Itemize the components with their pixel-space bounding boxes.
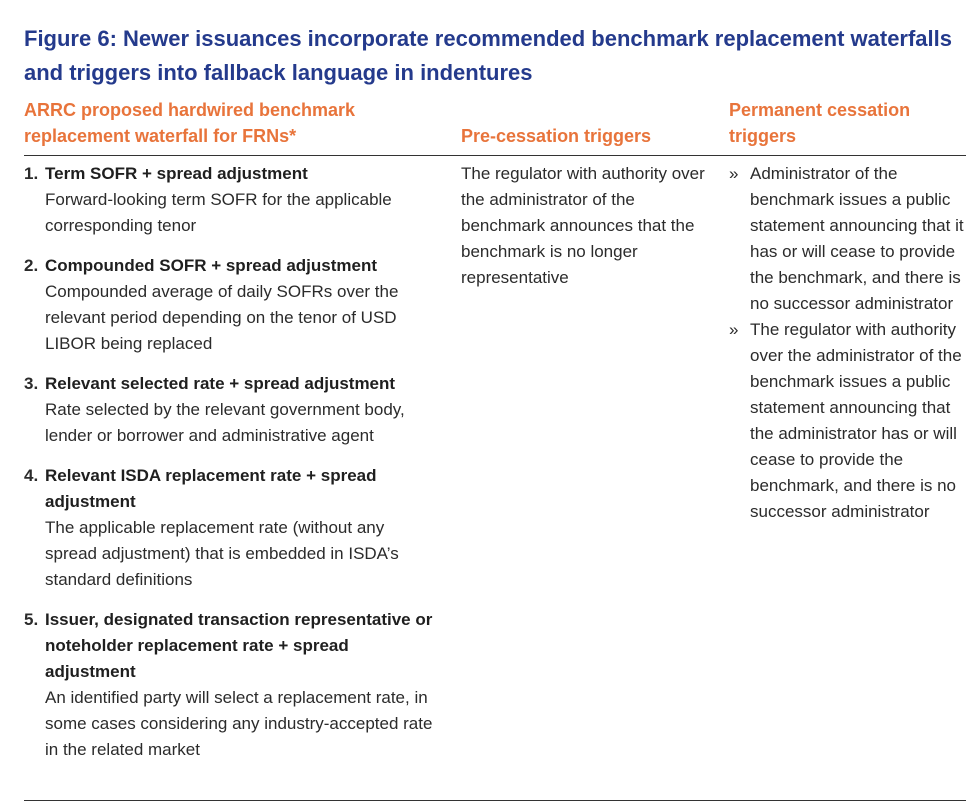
waterfall-step	[24, 161, 439, 239]
step-content	[45, 607, 439, 763]
step-description: The applicable replacement rate (without any spread adjustment) that is embedded in ISDA’s standard definitions	[45, 518, 399, 589]
step-description: An identified party will select a replacement rate, in some cases considering any industry-accepted rate in the related market	[45, 688, 433, 759]
bullet-text: The regulator with authority over the administrator of the benchmark issues a public statement announcing that the administrator has or will cease to provide the benchmark, and there is no successor administrator	[750, 320, 962, 521]
step-description: Compounded average of daily SOFRs over the relevant period depending on the tenor of USD LIBOR being replaced	[45, 282, 399, 353]
header-pre-cessation: Pre-cessation triggers	[461, 126, 652, 146]
step-number: 5.	[24, 610, 39, 629]
step-title: Relevant ISDA replacement rate + spread adjustment	[45, 466, 377, 511]
step-content	[45, 253, 439, 357]
waterfall-step	[24, 371, 439, 449]
step-number: 4.	[24, 466, 39, 485]
step-content	[45, 161, 439, 239]
footer-divider	[24, 800, 966, 801]
bullet-mark: »	[729, 320, 739, 339]
header-waterfall: ARRC proposed hardwired benchmark replacement waterfall for FRNs*	[24, 100, 356, 146]
step-description: Forward-looking term SOFR for the applicable corresponding tenor	[45, 190, 392, 235]
bullet-text: Administrator of the benchmark issues a public statement announcing that it has or will cease to provide the benchmark, and there is no successor administrator	[750, 164, 964, 313]
waterfall-column	[24, 161, 439, 777]
step-title: Term SOFR + spread adjustment	[45, 164, 308, 183]
header-permanent-cessation: Permanent cessation triggers	[729, 100, 911, 146]
waterfall-step	[24, 253, 439, 357]
permanent-cessation-list	[729, 161, 964, 525]
step-content	[45, 371, 439, 449]
list-item	[729, 161, 964, 317]
step-number: 3.	[24, 374, 39, 393]
step-title: Relevant selected rate + spread adjustment	[45, 374, 396, 393]
step-title: Compounded SOFR + spread adjustment	[45, 256, 378, 275]
figure-title: Figure 6: Newer issuances incorporate recommended benchmark replacement waterfalls and triggers into fallback language in indentures	[24, 26, 953, 85]
step-number: 1.	[24, 164, 39, 183]
waterfall-step	[24, 607, 439, 763]
step-title: Issuer, designated transaction representative or noteholder replacement rate + spread adjustment	[45, 610, 433, 681]
waterfall-step	[24, 463, 439, 593]
list-item	[729, 317, 964, 525]
step-description: Rate selected by the relevant government body, lender or borrower and administrative agent	[45, 400, 405, 445]
step-number: 2.	[24, 256, 39, 275]
step-content	[45, 463, 439, 593]
bullet-mark: »	[729, 164, 739, 183]
pre-cessation-text: The regulator with authority over the administrator of the benchmark announces that the benchmark is no longer representative	[461, 164, 705, 287]
header-divider	[24, 155, 966, 156]
